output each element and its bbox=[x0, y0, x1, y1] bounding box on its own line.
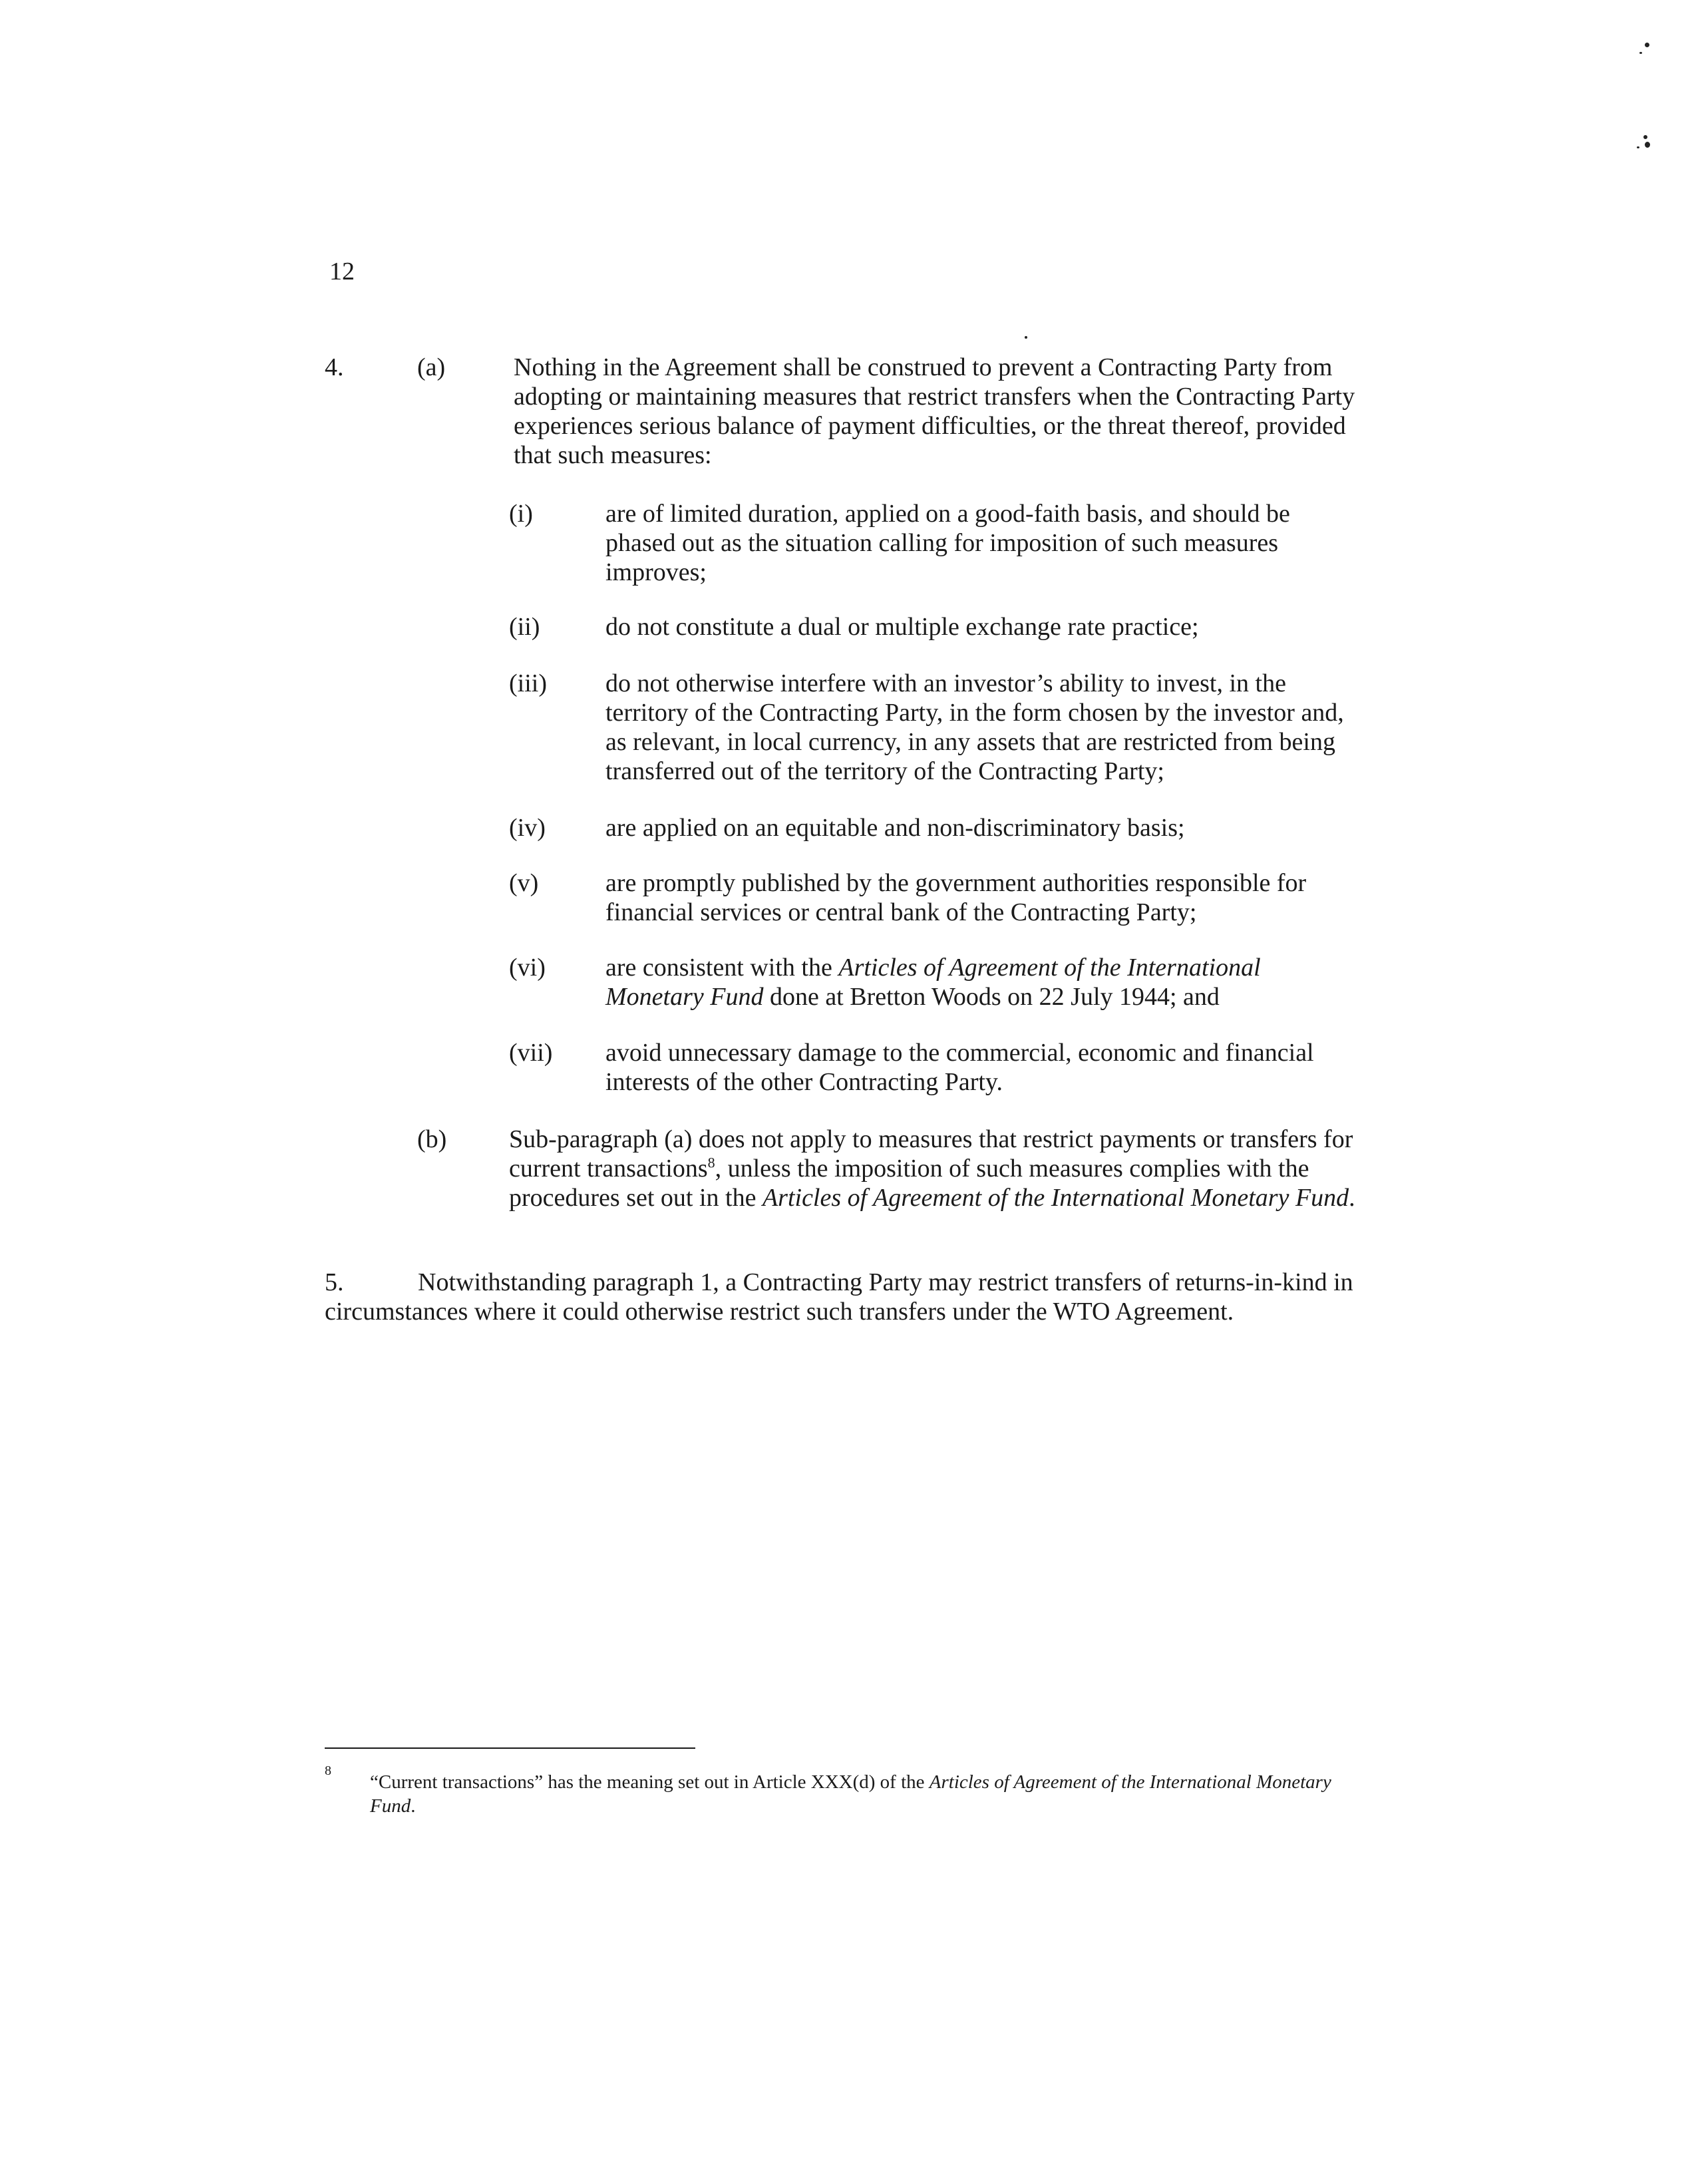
subparagraph-a-label: (a) bbox=[417, 353, 446, 381]
item-vi-text bbox=[605, 953, 1364, 1011]
subparagraph-b-text-after: . bbox=[1349, 1184, 1355, 1212]
item-vi-italic-title: Articles of Agreement of the International Monetary Fund bbox=[605, 954, 1261, 1011]
scan-speck bbox=[1643, 135, 1647, 139]
scan-speck bbox=[1025, 336, 1027, 339]
footnote-text-after: . bbox=[411, 1795, 416, 1817]
subparagraph-b-text bbox=[509, 1125, 1367, 1212]
item-i-label: (i) bbox=[509, 500, 533, 528]
scan-speck bbox=[1637, 146, 1639, 148]
item-ii-label: (ii) bbox=[509, 613, 540, 641]
footnote-text bbox=[370, 1770, 1368, 1818]
item-iii-label: (iii) bbox=[509, 669, 547, 697]
item-iv-text: are applied on an equitable and non-discriminatory basis; bbox=[605, 814, 1185, 842]
item-vi-text-before: are consistent with the bbox=[605, 954, 839, 982]
subparagraph-a-text: Nothing in the Agreement shall be construed to prevent a Contracting Party from adopting or maintaining measures that restrict transfers when the Contracting Party experiences serious balance of payment difficulties, or the threat thereof, provided that such measures: bbox=[514, 353, 1355, 469]
subparagraph-b-italic-title: Articles of Agreement of the International Monetary Fund bbox=[762, 1184, 1349, 1212]
footnote-separator bbox=[325, 1747, 695, 1749]
item-i-text: are of limited duration, applied on a good-faith basis, and should be phased out as the situation calling for imposition of such measures improves; bbox=[605, 500, 1290, 586]
scan-speck bbox=[1645, 142, 1650, 148]
item-iv-label: (iv) bbox=[509, 814, 546, 842]
footnote-reference: 8 bbox=[707, 1154, 715, 1171]
scan-speck bbox=[1645, 43, 1649, 47]
item-iii-text: do not otherwise interfere with an investor’s ability to invest, in the territory of the Contracting Party, in the form chosen by the investor and, as relevant, in local currency, in any assets that are restricted from being transferred out of the territory of the Contracting Party; bbox=[605, 669, 1344, 785]
item-v-text: are promptly published by the government authorities responsible for financial services or central bank of the Contracting Party; bbox=[605, 869, 1307, 926]
subparagraph-b-text-before: Sub-paragraph (a) does not apply to measures that restrict payments or transfers for current transactions bbox=[509, 1125, 1353, 1183]
page-number: 12 bbox=[329, 258, 355, 285]
item-vi-label: (vi) bbox=[509, 954, 546, 982]
subparagraph-b-label: (b) bbox=[417, 1125, 447, 1153]
item-ii-text: do not constitute a dual or multiple exchange rate practice; bbox=[605, 613, 1199, 641]
scan-speck bbox=[1639, 52, 1642, 54]
item-vii-label: (vii) bbox=[509, 1039, 553, 1067]
paragraph-4-number: 4. bbox=[325, 353, 344, 381]
paragraph-5-text: Notwithstanding paragraph 1, a Contracting Party may restrict transfers of returns-in-kind in circumstances where it could otherwise restrict such transfers under the WTO Agreement. bbox=[325, 1268, 1353, 1326]
item-v-label: (v) bbox=[509, 869, 539, 897]
item-vi-text-after: done at Bretton Woods on 22 July 1944; and bbox=[763, 983, 1220, 1011]
paragraph-5-number: 5. bbox=[325, 1268, 344, 1296]
subparagraph-b-text-middle: , unless the imposition of such measures complies with the procedures set out in the bbox=[509, 1155, 1309, 1212]
footnote-text-before: “Current transactions” has the meaning set out in Article XXX(d) of the bbox=[370, 1771, 930, 1793]
item-vii-text: avoid unnecessary damage to the commercial, economic and financial interests of the other Contracting Party. bbox=[605, 1039, 1314, 1096]
footnote-mark: 8 bbox=[325, 1763, 331, 1778]
footnote-italic-title: Articles of Agreement of the International Monetary Fund bbox=[370, 1771, 1331, 1817]
